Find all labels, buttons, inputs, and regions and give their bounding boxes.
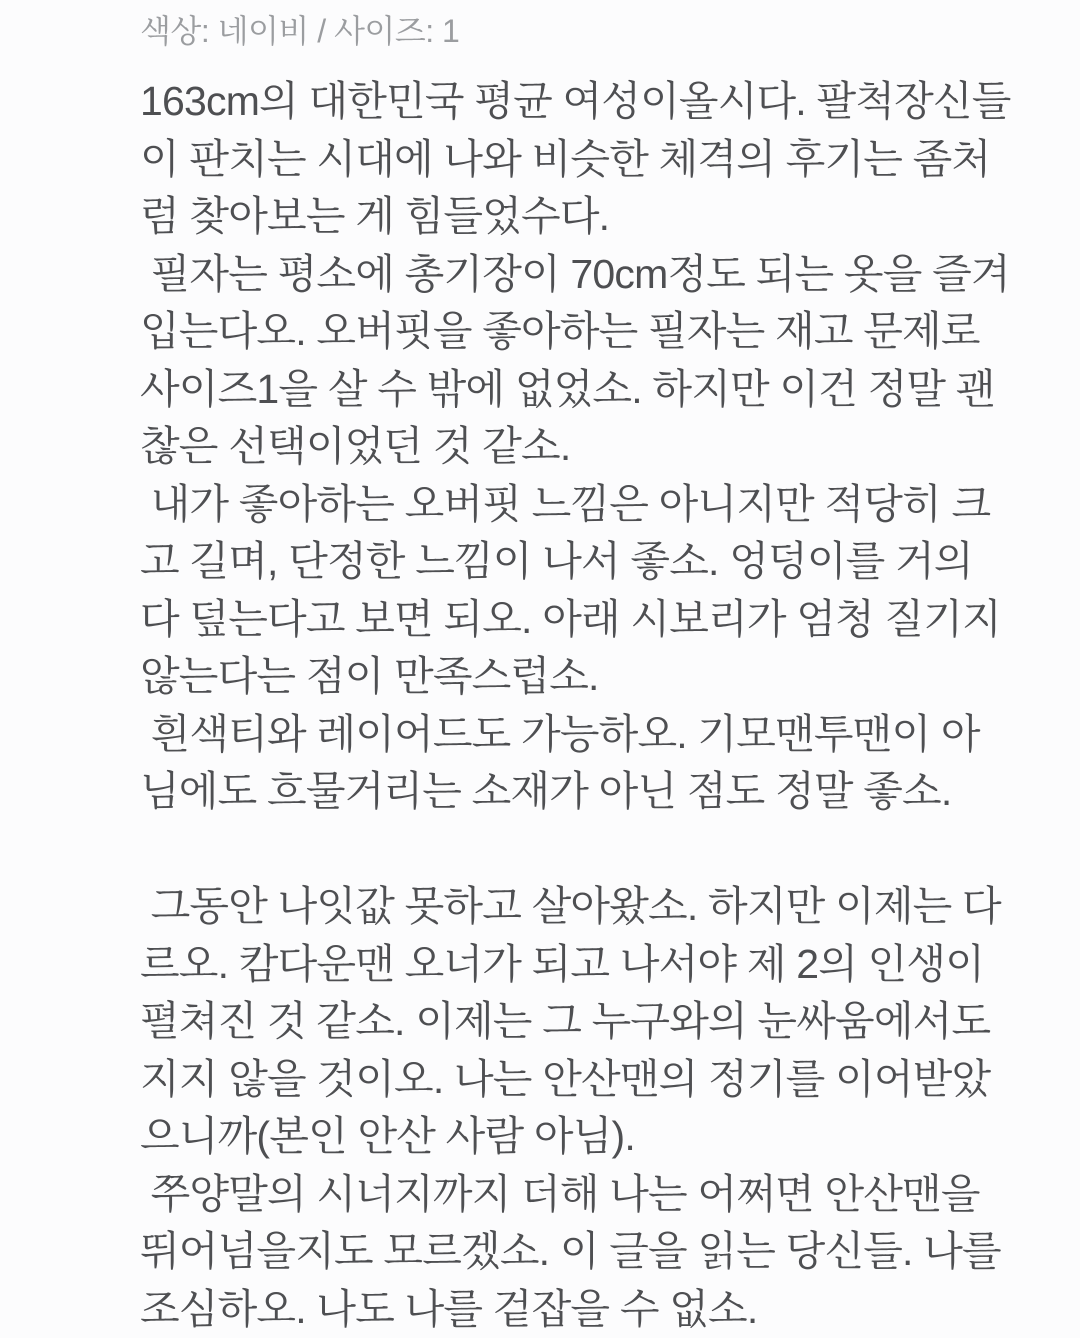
product-option-info: 색상: 네이비 / 사이즈: 1 [140,12,1016,50]
review-paragraph [140,821,1016,879]
review-paragraph: 그동안 나잇값 못하고 살아왔소. 하지만 이제는 다르오. 캄다운맨 오너가 되고 나서야 제 2의 인생이 펼쳐진 것 같소. 이제는 그 누구와의 눈싸움에서도 지지 않을 것이오. 나는 안산맨의 정기를 이어받았으니까(본인 안산 사람 아님). [140,878,1016,1166]
review-paragraph: 필자는 평소에 총기장이 70cm정도 되는 옷을 즐겨입는다오. 오버핏을 좋아하는 필자는 재고 문제로 사이즈1을 살 수 밖에 없었소. 하지만 이건 정말 괜찮은 선택이었던 것 같소. [140,246,1016,476]
review-paragraph: 내가 좋아하는 오버핏 느낌은 아니지만 적당히 크고 길며, 단정한 느낌이 나서 좋소. 엉덩이를 거의 다 덮는다고 보면 되오. 아래 시보리가 엄청 질기지 않는다는 점이 만족스럽소. [140,476,1016,706]
review-text [140,73,1016,1338]
review-paragraph: 쭈양말의 시너지까지 더해 나는 어쩌면 안산맨을 뛰어넘을지도 모르겠소. 이 글을 읽는 당신들. 나를 조심하오. 나도 나를 겉잡을 수 없소. [140,1166,1016,1338]
review-paragraph: 흰색티와 레이어드도 가능하오. 기모맨투맨이 아님에도 흐물거리는 소재가 아닌 점도 정말 좋소. [140,706,1016,821]
review-paragraph: 163cm의 대한민국 평균 여성이올시다. 팔척장신들이 판치는 시대에 나와 비슷한 체격의 후기는 좀처럼 찾아보는 게 힘들었수다. [140,73,1016,246]
